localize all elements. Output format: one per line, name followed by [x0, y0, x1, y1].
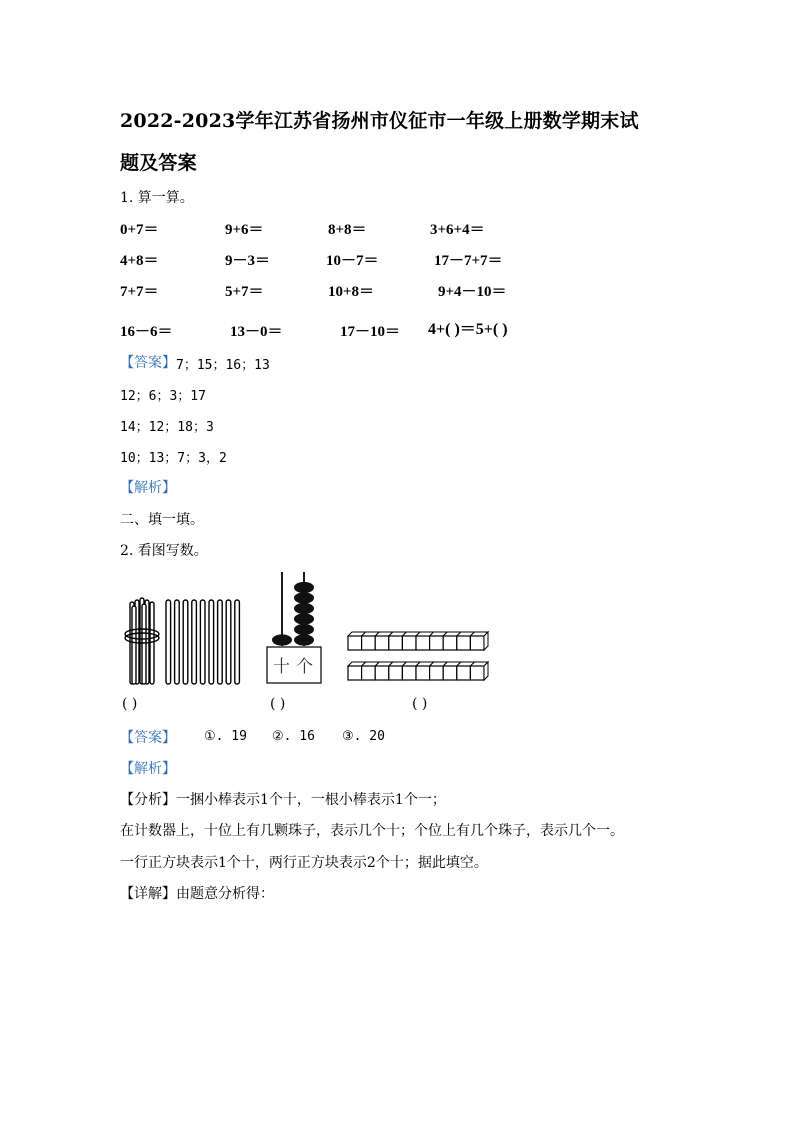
equation: 8+8＝: [328, 222, 367, 238]
doc-title-line1: 2022-2023学年江苏省扬州市仪征市一年级上册数学期末试: [120, 110, 639, 132]
loose-stick: [166, 600, 171, 684]
equation: 7+7＝: [120, 284, 159, 300]
stick-bundle: [125, 598, 159, 684]
loose-stick: [226, 600, 231, 684]
q1-answer-line: 12；6；3；17: [120, 389, 206, 404]
abacus-bead: [294, 634, 314, 645]
abacus-ones-label: 个: [296, 657, 313, 677]
q2-answer: ①. 19: [204, 729, 247, 744]
doc-title-line2: 题及答案: [120, 152, 197, 174]
section-2-heading: 二、填一填。: [120, 512, 204, 528]
q2-answer: ③. 20: [342, 729, 385, 744]
q2-detail-line: [120, 883, 274, 903]
q2-answer-label: 【答案】: [120, 730, 176, 746]
loose-stick: [200, 600, 205, 684]
loose-sticks: [166, 600, 239, 684]
equation: 9+4－10＝: [438, 284, 507, 300]
abacus-bead: [294, 624, 314, 635]
equation: 3+6+4＝: [430, 222, 485, 238]
equation: 13－0＝: [230, 324, 283, 340]
abacus-bead: [294, 582, 314, 593]
equation: 10+8＝: [328, 284, 375, 300]
q1-answer-label: 【答案】: [120, 355, 176, 371]
loose-stick: [218, 600, 223, 684]
cubes-figure: [346, 630, 494, 686]
equation: 0+7＝: [120, 222, 159, 238]
cube: [470, 662, 488, 680]
loose-stick: [209, 600, 214, 684]
q1-analysis-label: 【解析】: [120, 480, 176, 496]
equation: 16－6＝: [120, 324, 173, 340]
q2-heading: 2. 看图写数。: [120, 543, 208, 559]
detail-label: 【详解】: [120, 886, 176, 902]
q1-answer-line: 7；15；16；13: [176, 358, 270, 373]
q2-answer: ②. 16: [272, 729, 315, 744]
q1-heading: 1. 算一算。: [120, 190, 194, 206]
q1-answer-line: 10；13；7；3，2: [120, 451, 227, 466]
answer-blank[interactable]: ( ): [270, 696, 286, 712]
equation: 17－10＝: [340, 324, 401, 340]
equation: 9－3＝: [225, 253, 271, 269]
detail-text: 由题意分析得：: [176, 886, 274, 902]
q2-analysis-line3: 一行正方块表示1个十，两行正方块表示2个十；据此填空。: [120, 855, 488, 871]
loose-stick: [192, 600, 197, 684]
abacus-bead: [294, 613, 314, 624]
cube: [470, 632, 488, 650]
equation: 4+( )＝5+( ): [428, 321, 508, 338]
answer-blank[interactable]: ( ): [122, 696, 138, 712]
abacus-bead: [272, 634, 292, 645]
loose-stick: [175, 600, 180, 684]
abacus-bead: [294, 592, 314, 603]
q1-answer-line: 14；12；18；3: [120, 420, 214, 435]
equation: 10－7＝: [326, 253, 379, 269]
equation: 4+8＝: [120, 253, 159, 269]
equation: 17－7+7＝: [434, 253, 503, 269]
equation: 9+6＝: [225, 222, 264, 238]
abacus-tens-label: 十: [273, 657, 290, 677]
q2-analysis-label: 【解析】: [120, 761, 176, 777]
answer-blank[interactable]: ( ): [412, 696, 428, 712]
abacus-bead: [294, 603, 314, 614]
equation: 5+7＝: [225, 284, 264, 300]
fenxi-text: 一捆小棒表示1个十，一根小棒表示1个一；: [176, 792, 446, 808]
q2-fenxi-line: [120, 789, 446, 809]
loose-stick: [183, 600, 188, 684]
fenxi-label: 【分析】: [120, 792, 176, 808]
sticks-figure: [122, 596, 244, 688]
q2-analysis-line2: 在计数器上，十位上有几颗珠子，表示几个十；个位上有几个珠子，表示几个一。: [120, 823, 624, 839]
loose-stick: [235, 600, 240, 684]
